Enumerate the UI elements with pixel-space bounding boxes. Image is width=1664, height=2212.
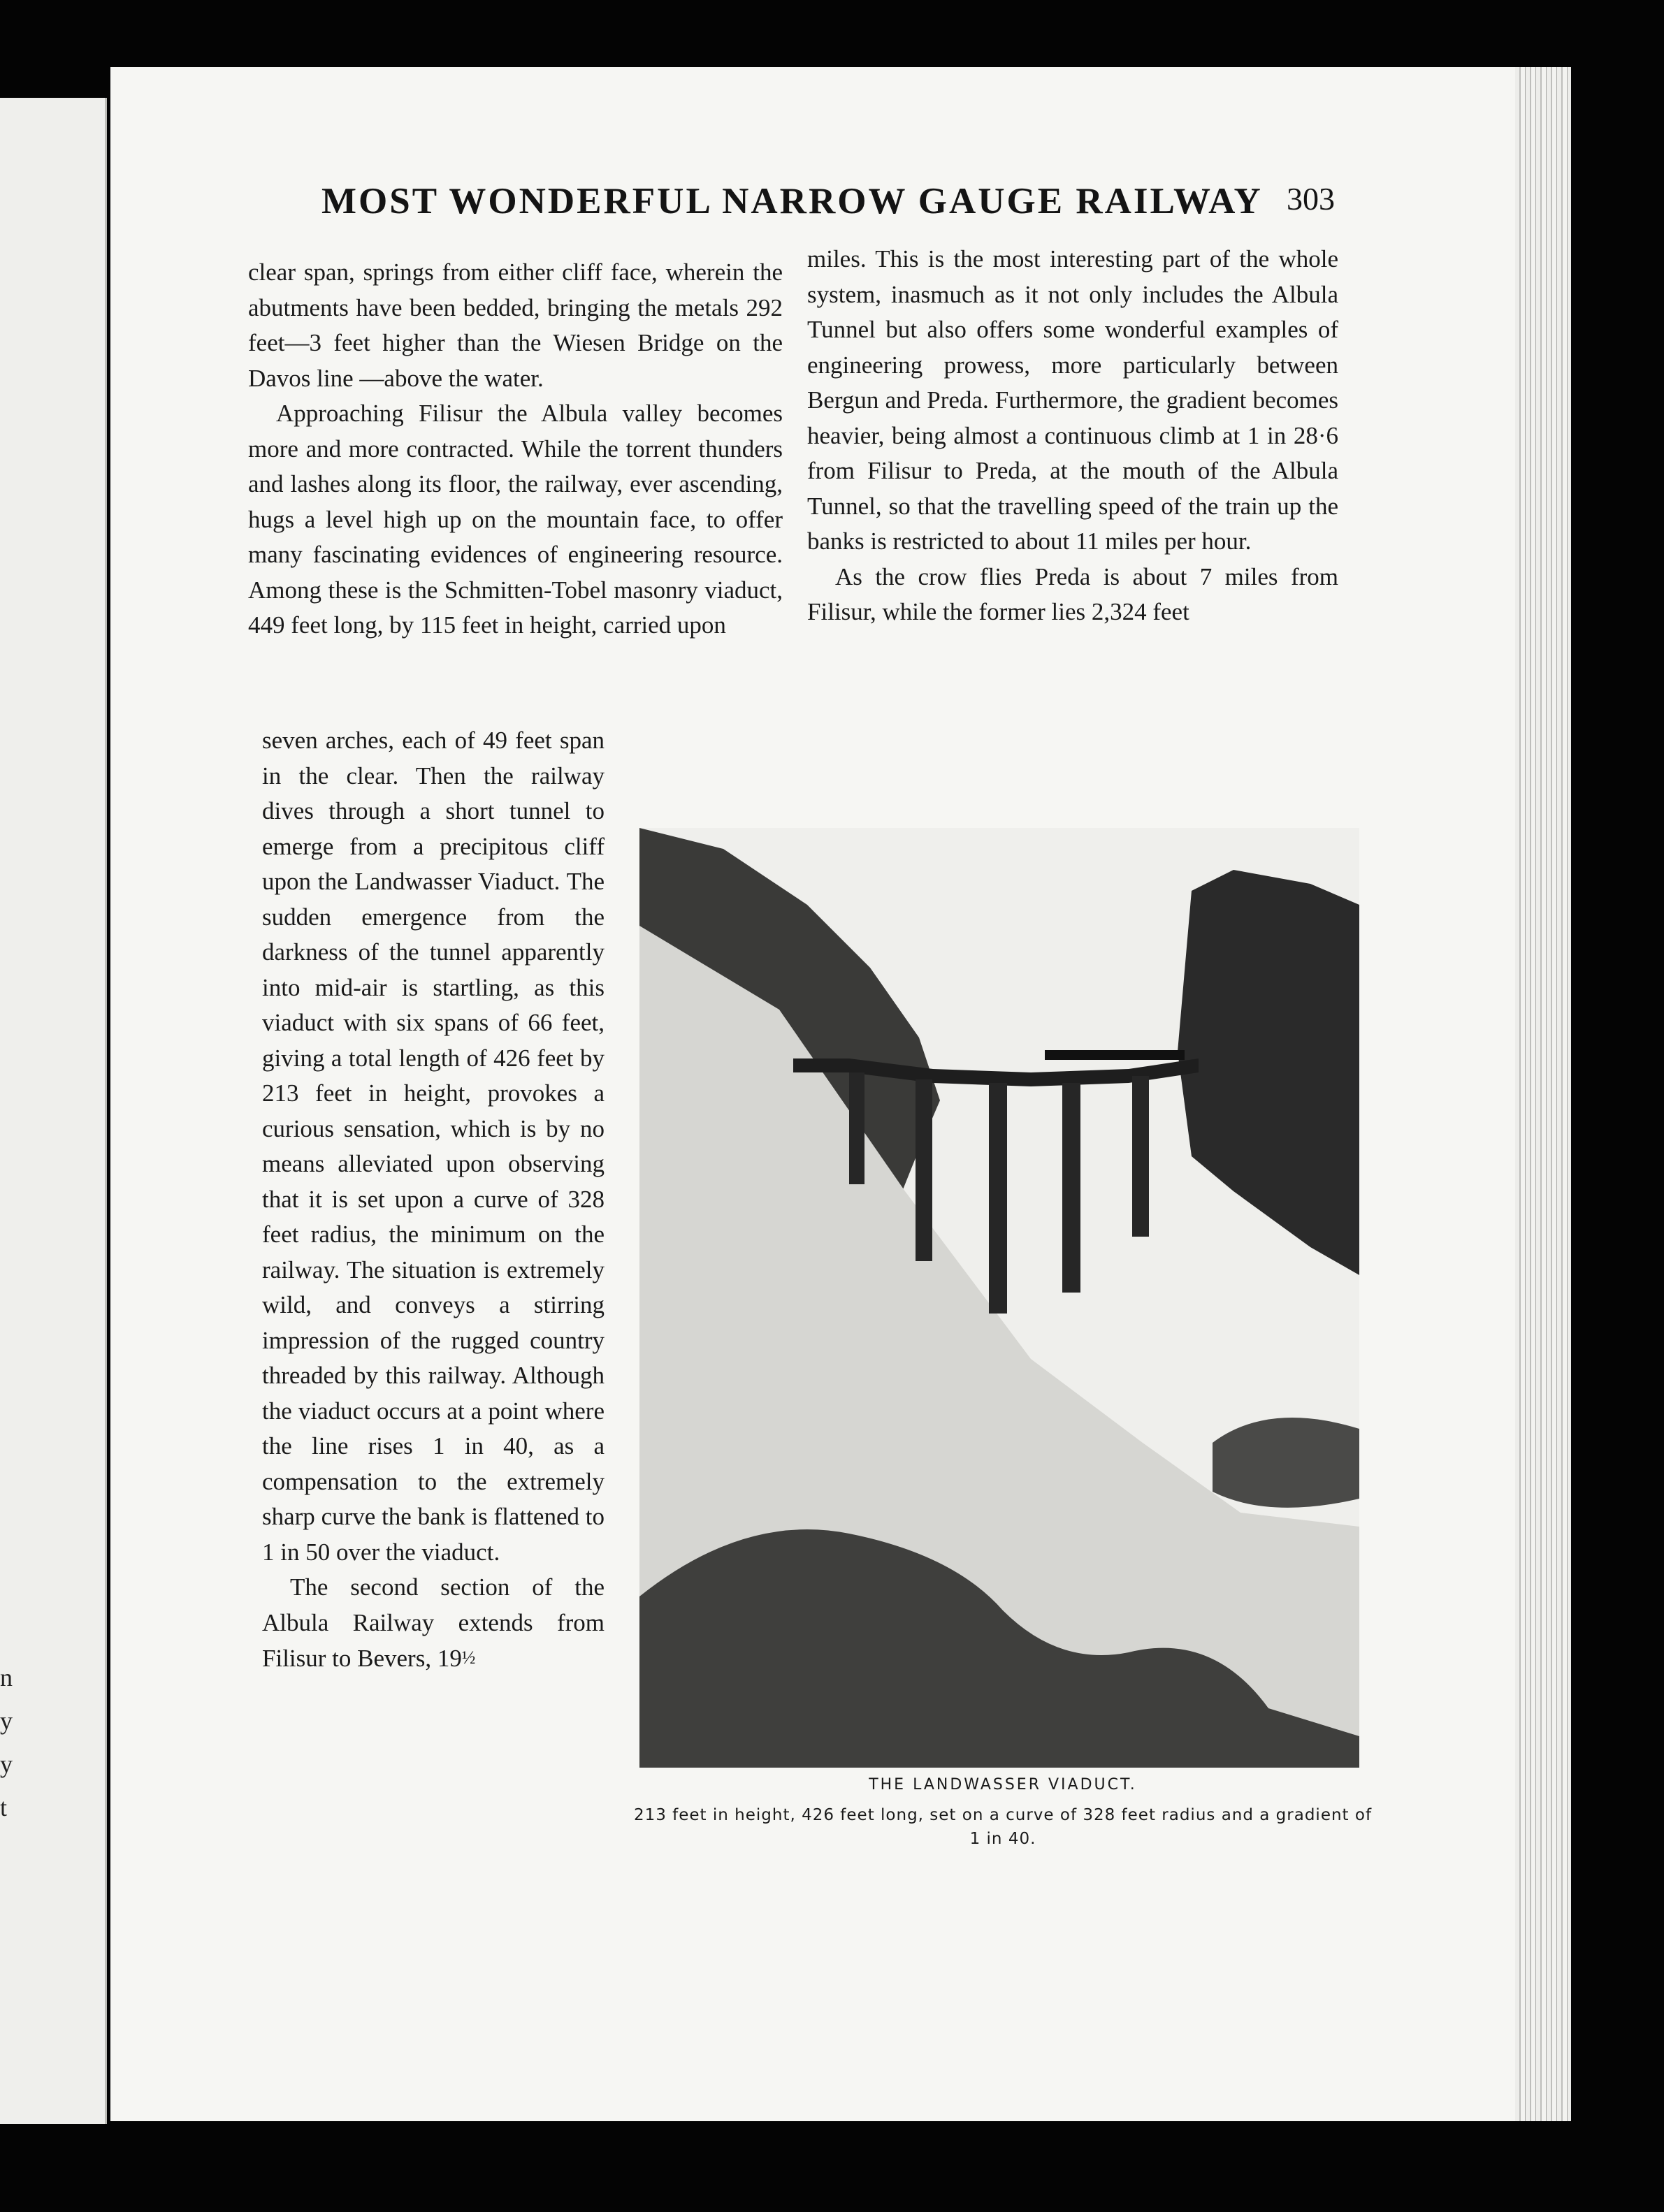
- facing-page-edge: [0, 98, 107, 2124]
- left-column-narrow: [262, 723, 605, 1677]
- fragment-letter: y: [0, 1750, 13, 1778]
- paragraph: [262, 1570, 605, 1677]
- paragraph-text: The second section of the Albula Railway extends from Filisur to Bevers, 19: [262, 1573, 605, 1672]
- paragraph: miles. This is the most interesting part of the whole system, inasmuch as it not only includes the Albula Tunnel but also offers some wonderful examples of engineering prowess, more particularly between Bergun and Preda. Furthermore, the gradient becomes heavier, being almost a continuous climb at 1 in 28·6 from Filisur to Preda, at the mouth of the Albula Tunnel, so that the travelling speed of the train up the banks is restricted to about 11 miles per hour.: [807, 245, 1338, 555]
- paragraph: clear span, springs from either cliff face, wherein the abutments have been bedded, bringing the metals 292 feet—3 feet higher than the Wiesen Bridge on the Davos line —above the water.: [248, 259, 783, 392]
- running-title: MOST WONDERFUL NARROW GAUGE RAILWAY: [321, 181, 1263, 221]
- fraction: ½: [461, 1647, 476, 1668]
- right-shrubs: [1213, 1418, 1359, 1508]
- page-number: 303: [1287, 181, 1335, 217]
- paragraph: As the crow flies Preda is about 7 miles from Filisur, while the former lies 2,324 feet: [807, 562, 1338, 625]
- fragment-letter: t: [0, 1793, 8, 1821]
- fragment-letter: n: [0, 1664, 13, 1691]
- train: [1045, 1050, 1185, 1060]
- page-stack-edges: [1515, 67, 1571, 2121]
- right-column: [807, 242, 1338, 630]
- page-header: [321, 180, 1335, 236]
- caption-text: 213 feet in height, 426 feet long, set on a curve of 328 feet radius and a gradient of 1 in 40.: [633, 1806, 1373, 1848]
- caption-title: THE LANDWASSER VIADUCT.: [869, 1776, 1137, 1793]
- viaduct-illustration: [639, 828, 1359, 1768]
- paragraph: Approaching Filisur the Albula valley becomes more and more contracted. While the torrent thunders and lashes along its floor, the railway, ever ascending, hugs a level high up on the mountain face, to offer many fascinating evidences of engineering resource. Among these is the Schmitten-Tobel masonry viaduct, 449 feet long, by 115 feet in height, carried upon: [248, 400, 783, 639]
- viaduct-photograph: [639, 828, 1359, 1768]
- paragraph: seven arches, each of 49 feet span in the clear. Then the railway dives through a short tunnel to emerge from a precipitous cliff upon the Landwasser Viaduct. The sudden emergence from the darkness of the tunnel apparently into mid-air is startling, as this viaduct with six spans of 66 feet, giving a total length of 426 feet by 213 feet in height, provokes a curious sensation, which is by no means alleviated upon observing that it is set upon a curve of 328 feet radius, the minimum on the railway. The situation is extremely wild, and conveys a stirring impression of the rugged country threaded by this railway. Although the viaduct occurs at a point where the line rises 1 in 40, as a compensation to the extremely sharp curve the bank is flattened to 1 in 50 over the viaduct.: [262, 727, 605, 1566]
- facing-page-fragments: [0, 1656, 21, 1829]
- left-column-top: [248, 255, 783, 643]
- fragment-letter: y: [0, 1707, 13, 1735]
- figure-caption: [632, 1776, 1373, 1851]
